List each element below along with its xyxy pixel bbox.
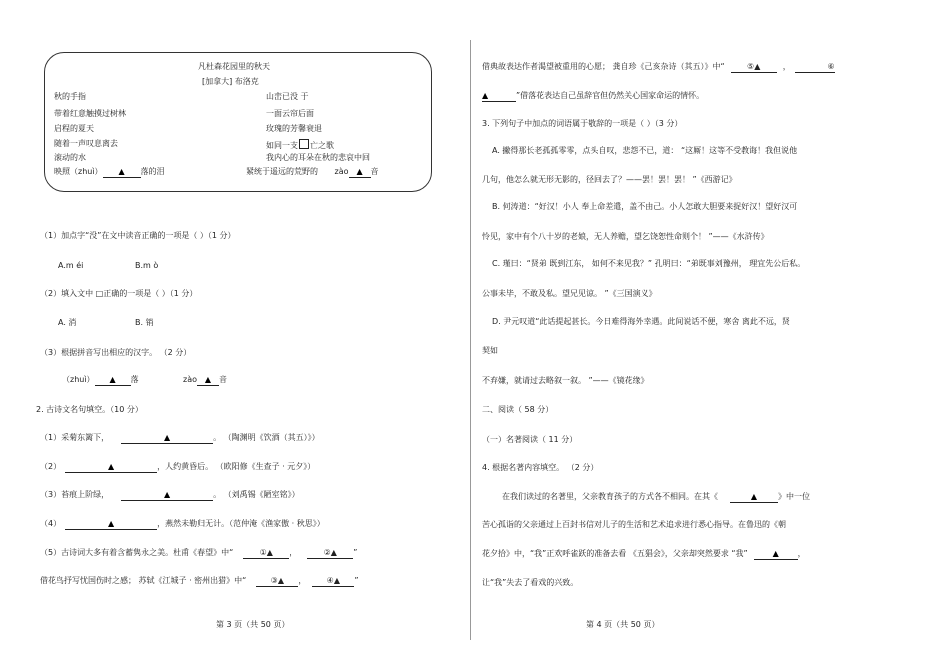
- option-a: A.m éi: [58, 261, 84, 270]
- option-d-cont: 不弃嫌，就请过去略叙一叙。 ”——《镜花缘》: [482, 376, 649, 385]
- paragraph: 苦心孤诣的父亲通过上百封书信对儿子的生活和艺术追求进行悉心指导。在鲁迅的《朝: [482, 520, 786, 529]
- poem-line: 玫瑰的芳馨衰退: [266, 124, 322, 133]
- poem-author: [加拿大] 布洛克: [202, 77, 259, 86]
- option-b-cont: 怜见，家中有个八十岁的老娘，无人养赡，望乞饶恕性命则个！ ”——《水浒传》: [482, 232, 769, 241]
- question-2: 2. 古诗文名句填空。（10 分）: [36, 405, 143, 414]
- section-heading: 二、阅读（ 58 分）: [482, 405, 554, 414]
- poem-line: 随着一声叹息离去: [54, 139, 118, 148]
- option-d: D. 尹元叹道“此话提起甚长。今日难得海外幸遇。此间说话不便，寒舍 离此不远，贤: [492, 317, 790, 326]
- poem-line: 如同一支 亡之歌: [266, 141, 334, 150]
- paragraph: 让“我”失去了看戏的兴致。: [482, 578, 579, 587]
- option-a: A. 撇得那长老孤孤零零，点头自叹，悲怨不已，道： “这厮！这等不受教诲！我但说他: [492, 146, 798, 155]
- answer-line: （5）古诗词大多有着含蓄隽永之美。杜甫《春望》中“ ①▲ ， ②▲ ”: [40, 548, 358, 557]
- page-footer: 第 3 页（共 50 页）: [216, 620, 290, 629]
- option-b: B.m ò: [135, 261, 159, 270]
- answer-line: （1）采菊东篱下， ▲ 。 （陶渊明《饮酒（其五）》）: [40, 433, 320, 442]
- subsection-heading: （一）名著阅读（ 11 分）: [482, 435, 578, 444]
- poem-line: 山峦已没 于: [266, 92, 309, 101]
- option-a-cont: 几句，他怎么就无形无影的，径回去了？——罢！罢！罢！ ”《西游记》: [482, 175, 737, 184]
- option-a: A. 消: [58, 318, 77, 327]
- answer-line: zào ▲ 音: [183, 375, 227, 384]
- answer-line: 借花鸟抒写忧国伤时之感； 苏轼《江城子 · 密州出猎》中“ ③▲ ， ④▲ ”: [40, 576, 359, 585]
- poem-line: 滚动的水: [54, 153, 86, 162]
- paragraph: 花夕拾》中，“我”正欢呼雀跃的准备去看 《五猖会》，父亲却突然要求 “我” ▲ ，: [482, 549, 806, 558]
- answer-line: ▲ ”借落花表达自己虽辞官但仍然关心国家命运的情怀。: [482, 91, 705, 100]
- poem-line: 秋的手指: [54, 92, 86, 101]
- poem-line: 一面云帘后面: [266, 109, 314, 118]
- page-divider: [470, 40, 471, 640]
- option-b: B. 何涛道：“好汉！小人 奉上命差遣，盖不由己。小人怎敢大胆要来捉好汉！望好汉可: [492, 202, 798, 211]
- blank-square-icon: [299, 139, 309, 149]
- answer-line: （4） ▲ ，燕然未勒归无计。（范仲淹《渔家傲 · 秋思》）: [40, 519, 325, 528]
- answer-line: 借典故表达作者渴望被重用的心愿； 龚自珍《己亥杂诗（其五）》中“ ⑤▲ ， ⑥: [482, 62, 835, 71]
- question-3: 3. 下列句子中加点的词语属于敬辞的一项是（ ）（3 分）: [482, 119, 683, 128]
- answer-line: （2） ▲ ，人约黄昏后。 （欧阳修《生查子 · 元夕》）: [40, 462, 316, 471]
- question-4: 4. 根据名著内容填空。 （2 分）: [482, 463, 599, 472]
- answer-line: （3）苔痕上阶绿， ▲ 。 （刘禹锡《陋室铭》）: [40, 490, 300, 499]
- paragraph: 在我们读过的名著里，父亲教育孩子的方式各不相同。在其《 ▲ 》中一位: [502, 492, 810, 501]
- option-b: B. 销: [135, 318, 154, 327]
- option-c: C. 瑾曰：“贤弟 既到江东， 如何不来见我？” 孔明曰：“弟既事刘豫州， 理宜先公后私。: [492, 259, 806, 268]
- question-1-2: （2）填入文中 □正确的一项是（ ）（1 分）: [40, 289, 198, 298]
- option-d-cont: 契如: [482, 346, 498, 355]
- poem-line: 我内心的耳朵在秋的悲哀中回: [266, 153, 370, 162]
- option-c-cont: 公事未毕，不敢及私。望兄见谅。 ”《三国演义》: [482, 289, 657, 298]
- answer-line: （zhuì） ▲ 落: [62, 375, 139, 384]
- page-footer: 第 4 页（共 50 页）: [586, 620, 660, 629]
- poem-line: 启程的夏天: [54, 124, 94, 133]
- question-1-1: （1）加点字“没”在文中读音正确的一项是（ ）（1 分）: [40, 231, 236, 240]
- poem-title: 凡杜森花园里的秋天: [198, 62, 270, 71]
- question-1-3: （3）根据拼音写出相应的汉字。 （2 分）: [40, 348, 192, 357]
- poem-line: 紧统于遥远的荒野的 zào ▲ 音: [246, 167, 379, 176]
- poem-line: 带着红意触摸过树林: [54, 109, 126, 118]
- poem-line: 映照（zhuì） ▲ 落的泪: [54, 167, 165, 176]
